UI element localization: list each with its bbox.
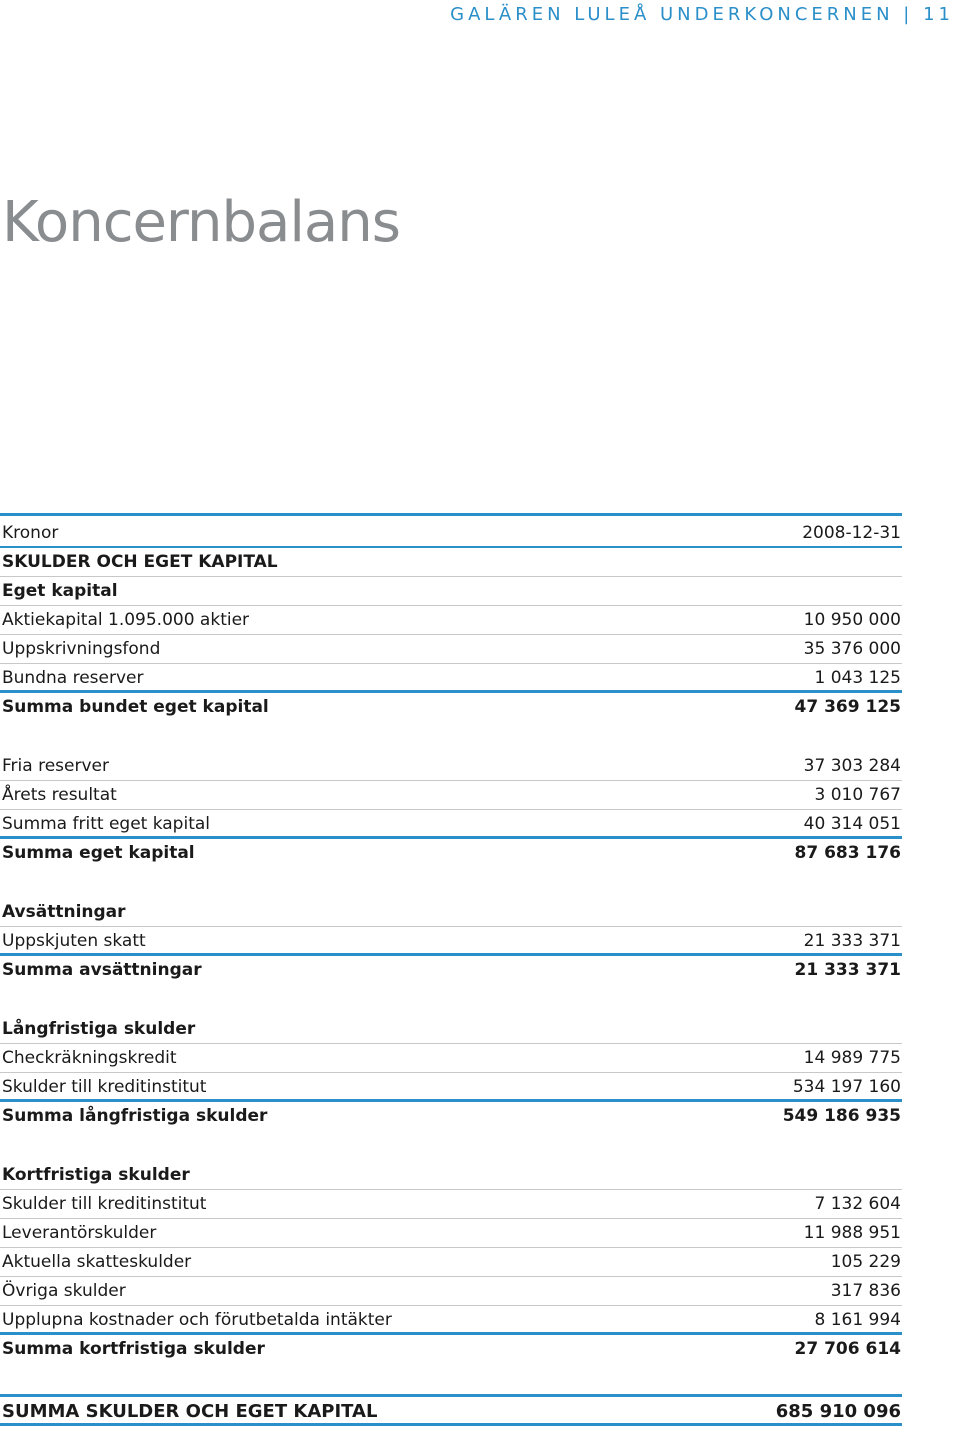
column-date: 2008-12-31 — [802, 523, 901, 543]
table-row: Aktuella skatteskulder 105 229 — [0, 1248, 902, 1277]
table-row: Årets resultat 3 010 767 — [0, 781, 902, 810]
grand-total-row: SUMMA SKULDER OCH EGET KAPITAL 685 910 096 — [0, 1394, 902, 1426]
table-row: Fria reserver 37 303 284 — [0, 752, 902, 781]
table-row: Uppskrivningsfond 35 376 000 — [0, 635, 902, 664]
sum-row: Summa fritt eget kapital 40 314 051 — [0, 810, 902, 839]
sum-row: Summa eget kapital 87 683 176 — [2, 843, 901, 863]
table-row: Övriga skulder 317 836 — [0, 1277, 902, 1306]
table-row: Skulder till kreditinstitut 534 197 160 — [0, 1073, 902, 1102]
page-title: Koncernbalans — [2, 190, 400, 255]
balance-table — [0, 513, 902, 1426]
sum-row: Summa avsättningar 21 333 371 — [2, 960, 901, 980]
group-heading-kortfristiga: Kortfristiga skulder — [0, 1161, 902, 1190]
table-row: Checkräkningskredit 14 989 775 — [0, 1044, 902, 1073]
group-heading-eget-kapital: Eget kapital — [0, 577, 902, 606]
column-header-row — [0, 513, 902, 548]
page-header: GALÄREN LULEÅ UNDERKONCERNEN | 11 — [450, 4, 954, 25]
group-heading-avsattningar: Avsättningar — [0, 898, 902, 927]
group-heading-langfristiga: Långfristiga skulder — [0, 1015, 902, 1044]
section-title: SKULDER OCH EGET KAPITAL — [0, 548, 902, 577]
table-row: Uppskjuten skatt 21 333 371 — [0, 927, 902, 956]
sum-row: Summa kortfristiga skulder 27 706 614 — [2, 1339, 901, 1359]
table-row: Leverantörskulder 11 988 951 — [0, 1219, 902, 1248]
table-row: Bundna reserver 1 043 125 — [0, 664, 902, 693]
table-row: Aktiekapital 1.095.000 aktier 10 950 000 — [0, 606, 902, 635]
table-row: Upplupna kostnader och förutbetalda intäkter 8 161 994 — [0, 1306, 902, 1335]
column-label: Kronor — [2, 523, 59, 543]
sum-row: Summa långfristiga skulder 549 186 935 — [2, 1106, 901, 1126]
sum-row: Summa bundet eget kapital 47 369 125 — [2, 697, 901, 717]
table-row: Skulder till kreditinstitut 7 132 604 — [0, 1190, 902, 1219]
